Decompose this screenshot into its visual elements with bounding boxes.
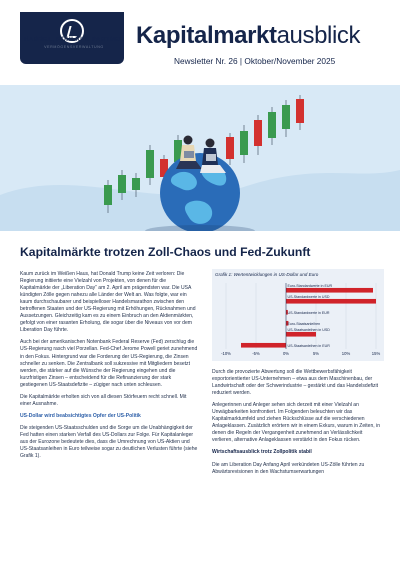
x-tick-label: 0%	[282, 351, 290, 356]
chart-box	[212, 269, 384, 361]
chart-bar	[241, 343, 286, 348]
x-tick-label: 15%	[371, 351, 381, 356]
newsletter-issue: Newsletter Nr. 26 | Oktober/November 2025	[174, 56, 336, 66]
hero-illustration	[0, 85, 400, 231]
x-tick-label: -10%	[221, 351, 231, 356]
category-label: US-Standardwerte in USD	[287, 295, 330, 300]
article-right-column	[212, 369, 384, 481]
firm-name: HABBEL, POHLIG & PARTNER	[23, 36, 125, 43]
paragraph: Anlegerinnen und Anleger sehen sich derzeit mit einer Vielzahl an Unwägbarkeiten konfrontiert. Im Folgenden beleuchten wir das Kapitalmarktumfeld und ziehen Rückschlüsse auf die verschiedenen Anlageklassen. Zusätzlich erörtern wir in einem Exkurs, warum in Zeiten, in denen die Regeln der Vergangenheit zunehmend an Verlässlichkeit verlieren, alternative Anlageklassen verstärkt in den Fokus rücken.	[212, 402, 381, 444]
category-label: US-Standardwerte in EUR	[287, 310, 330, 315]
page-title	[136, 22, 360, 50]
subheading-outlook: Wirtschaftsausblick trotz Zollpolitik stabil	[212, 449, 312, 456]
article-headline: Kapitalmärkte trotzen Zoll-Chaos und Fed-Zukunft	[20, 245, 311, 259]
firm-subtitle: VERMÖGENSVERWALTUNG	[44, 45, 104, 49]
category-label: US-Staatsanleihen in USD	[287, 328, 330, 333]
title-bold: Kapitalmarkt	[136, 22, 277, 49]
category-label: US-Staatsanleihen in EUR	[287, 343, 330, 348]
category-label: Euro-Standardwerte in EUR	[287, 284, 333, 289]
subheading-usd: US-Dollar wird beabsichtigtes Opfer der US-Politik	[20, 412, 141, 419]
chart-bar	[286, 288, 373, 293]
x-tick-label: 10%	[341, 351, 351, 356]
chart-bar	[286, 299, 376, 304]
chart-bar	[286, 332, 316, 337]
paragraph: Die Kapitalmärkte erholten sich von all diesen Störfeuern recht schnell. Mit einer Ausnahme.	[20, 393, 187, 407]
paragraph: Auch bei der amerikanischen Notenbank Federal Reserve (Fed) zerschlug die US-Regierung rasch viel Porzellan. Fed-Chef Jerome Powell geriet zunehmend in den Fokus. Hintergrund war die Forderung der US-Regierung, die Zinsen schneller zu senken. Die Zentralbank soll sukzessive mit Mitgliedern besetzt werden, die stärker auf die Wünsche der Regierung eingehen und die kurzfristigen Zinsen – entscheidend für die Refinanzierung der stark gestiegenen US-Staatsdefizite – zügiger nach unten schleusen.	[20, 339, 198, 388]
hero-svg	[0, 85, 400, 231]
chart-title: Grafik 1: Wertentwicklungen in US-Dollar und Euro	[215, 272, 319, 277]
bar-chart	[212, 269, 384, 361]
paragraph: Durch die provozierte Abwertung soll die Wettbewerbsfähigkeit exportorientierter US-Unternehmen – etwa aus dem Maschinenbau, der Landwirtschaft oder der Schwerindustrie – gestärkt und das Handelsdefizit reduziert werden.	[212, 369, 379, 397]
title-light: ausblick	[276, 22, 361, 49]
paragraph: Die am Liberation Day Anfang April verkündeten US-Zölle führten zu Abwärtsrevisionen in den Wachstumserwartungen	[212, 461, 365, 475]
paragraph: Die steigenden US-Staatsschulden und die Sorge um die Unabhängigkeit der Fed hatten einen starken Verfall des US-Dollars zur Folge. Für Kapitalanleger aus der Eurozone bedeutete dies, dass die Umrechnung von US-Aktien und US-Staatsanleihen in Euro teilweise sogar zu deutlichen Verlusten führte (siehe Grafik 1).	[20, 424, 198, 460]
person-right	[200, 139, 226, 174]
x-tick-label: 5%	[312, 351, 320, 356]
x-tick-label: -5%	[252, 351, 260, 356]
article-left-column	[20, 271, 198, 465]
paragraph: Kaum zurück im Weißen Haus, hat Donald Trump keine Zeit verloren: Die Regierung initiierte eine Vielzahl von Projekten, von denen für die Kapitalmärkte der „Liberation Day“ am 2. April am prägendsten war. Die USA kündigten Zölle gegen nahezu alle Länder der Welt an. Was folgte, war ein kaum durchschaubarer und beispielloser Handelsmarathon zwischen den betroffenen Staaten und der US-Regierung mit Erhöhungen, Rücknahmen und Aussetzungen. Gleichzeitig kam es zu einem Einbruch an den Aktienmärkten, gefolgt von einer rasanten Erholung, die sogar über die Niveaus von vor dem Liberation Day führte.	[20, 271, 196, 334]
category-label: Euro-Staatsanleihen	[287, 321, 321, 326]
